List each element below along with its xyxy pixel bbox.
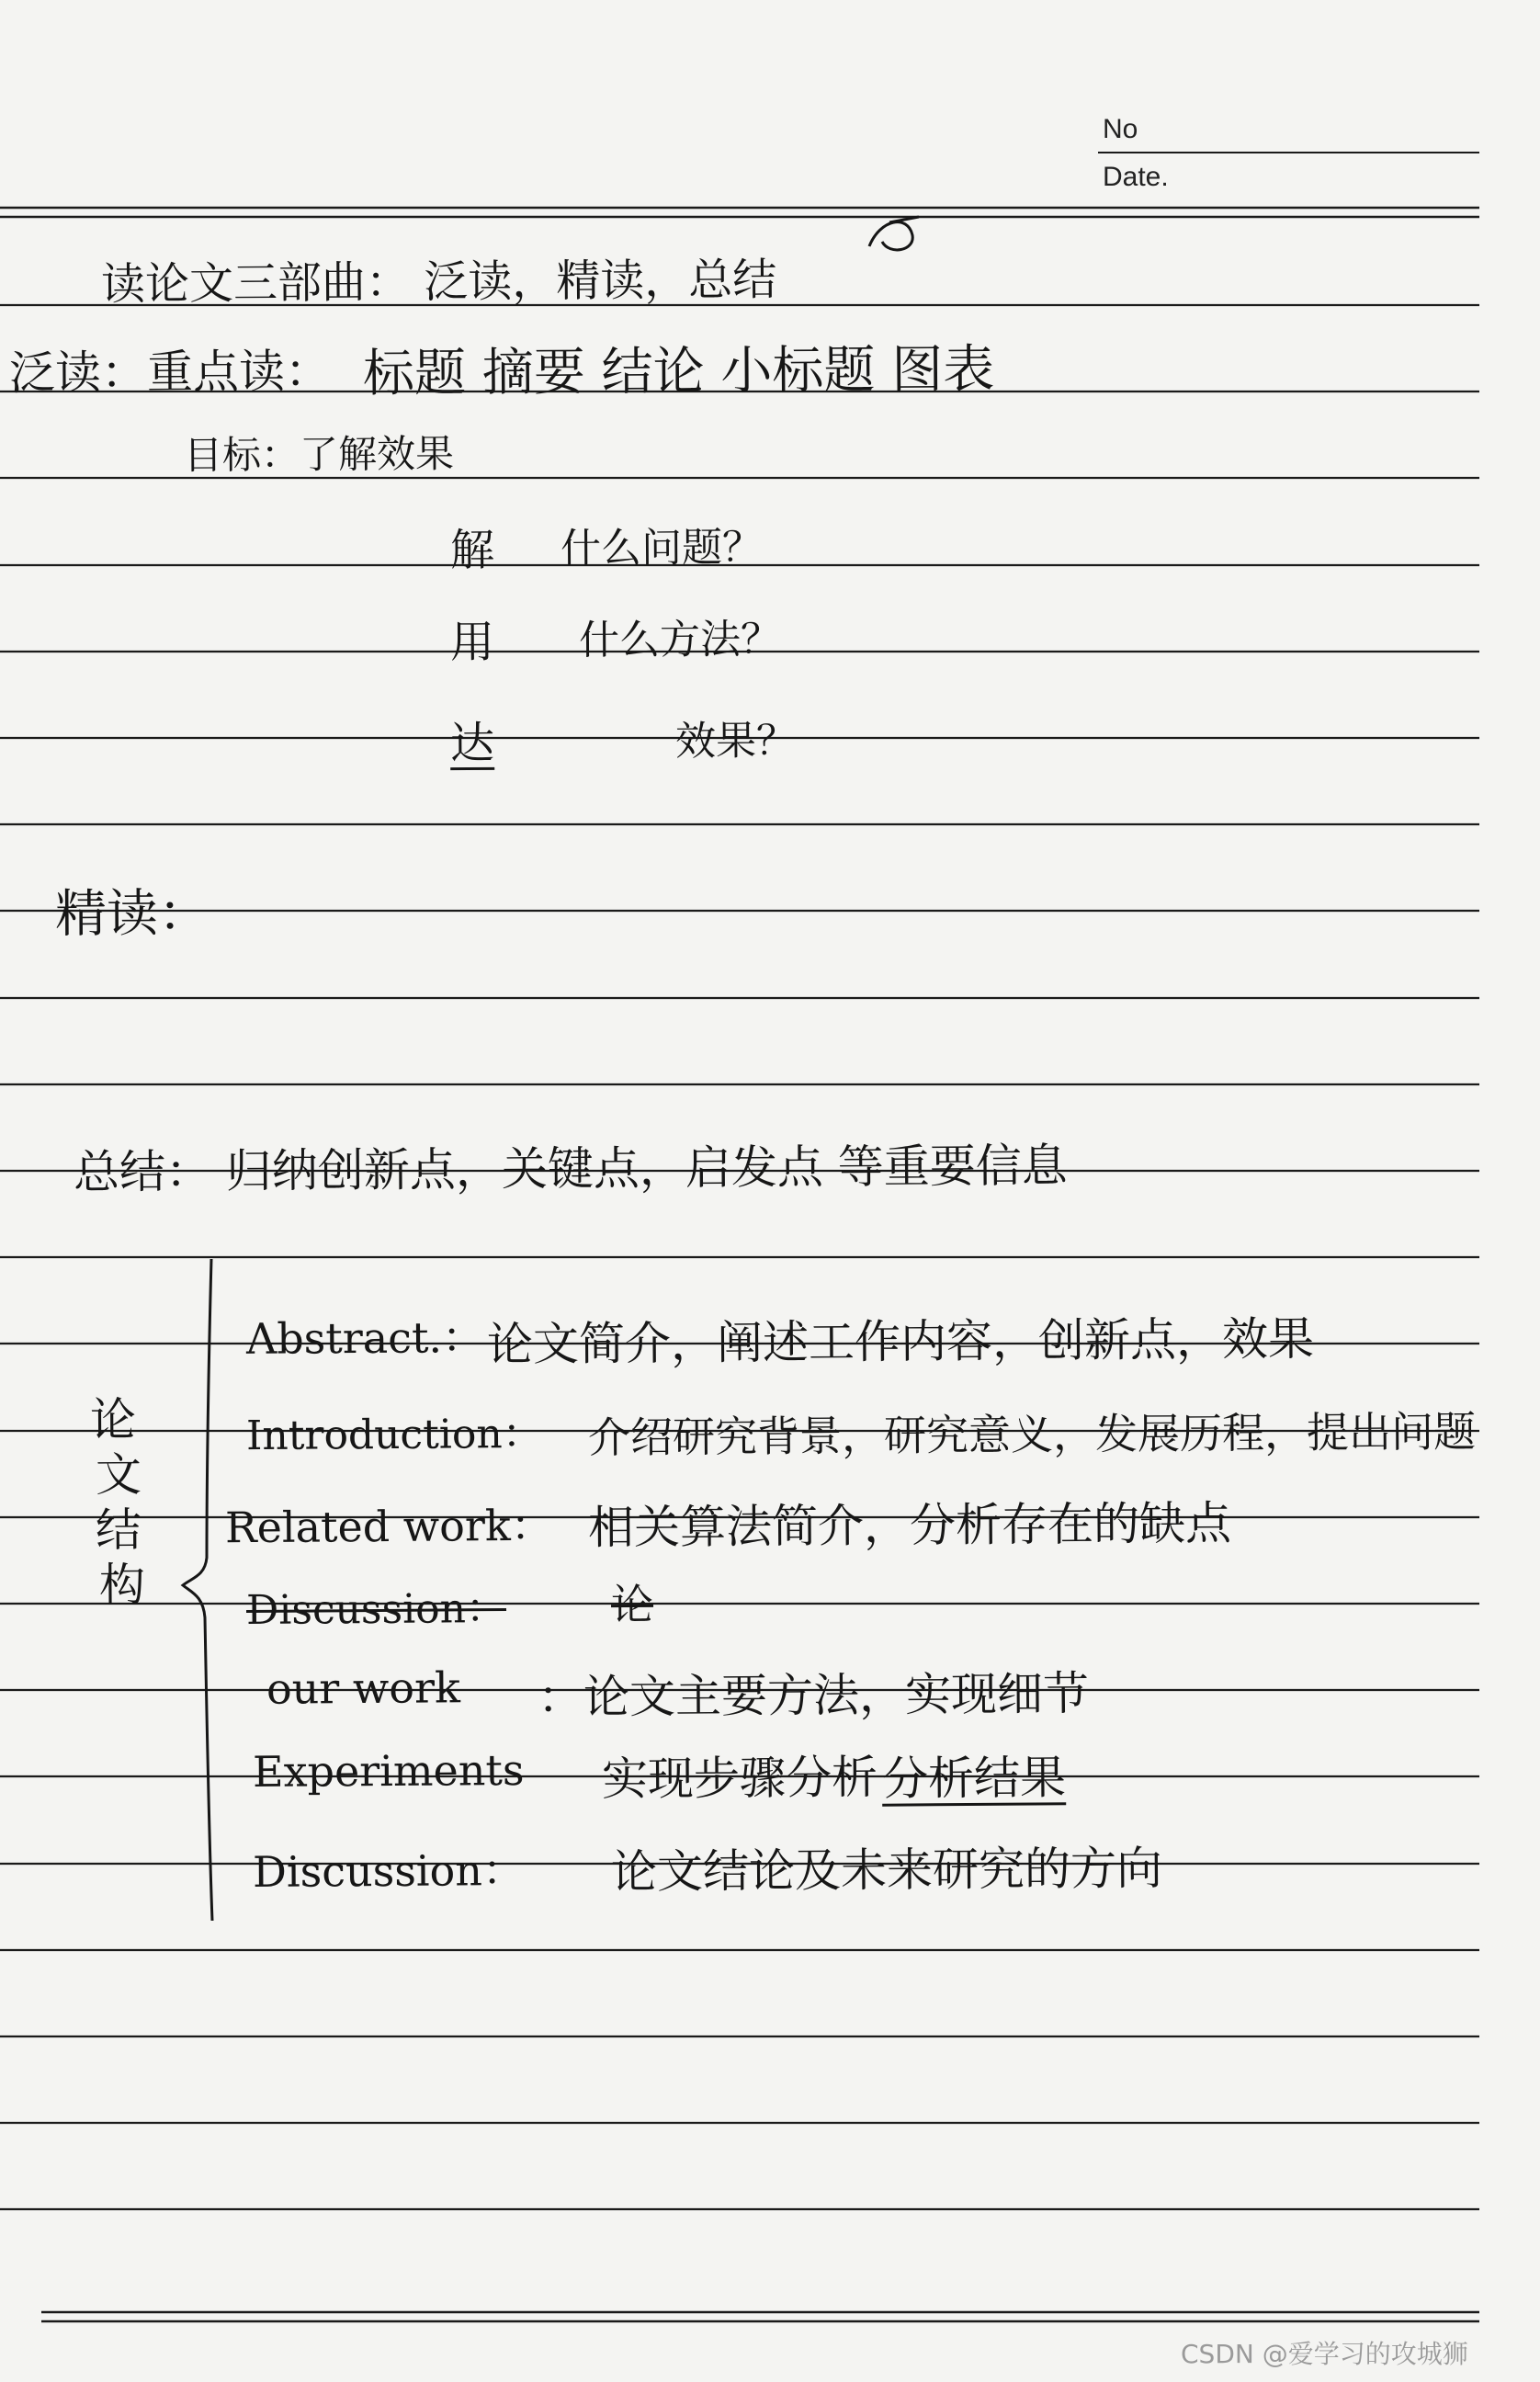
section-desc-introduction: 介绍研究背景，研究意义，发展历程，提出问题 [587, 1406, 1477, 1463]
section-desc-discussion-struck: 论 [610, 1579, 654, 1630]
date-label: Date. [1103, 162, 1169, 192]
question-1-text: 什么问题？ [560, 524, 764, 573]
section-term-related-work: Related work： [224, 1500, 553, 1553]
section-term-our-work: our work [266, 1662, 461, 1714]
close-read-label: 精读： [54, 883, 210, 945]
section-term-introduction: Introduction： [245, 1410, 543, 1460]
section-desc-discussion: 论文结论及未来研究的方向 [610, 1841, 1163, 1900]
no-label: No [1103, 114, 1138, 144]
question-3-key: 达 [449, 717, 495, 770]
section-term-experiments: Experiments [252, 1744, 525, 1798]
goal-line: 目标：了解效果 [183, 430, 455, 479]
question-1-key: 解 [449, 524, 495, 577]
title-line: 读论文三部曲： 泛读，精读，总结 [100, 254, 777, 311]
watermark: CSDN @爱学习的攻城狮 [1181, 2339, 1468, 2369]
section-desc-experiments: 实现步骤分析 [601, 1750, 878, 1807]
skim-items: 标题 摘要 结论 小标题 图表 [362, 339, 995, 404]
scribble-mark [862, 210, 926, 268]
structure-side-label-3: 结 [95, 1503, 142, 1558]
structure-side-label-1: 论 [89, 1392, 137, 1447]
section-term-abstract: Abstract.： [245, 1312, 485, 1364]
structure-side-label-4: 构 [98, 1558, 146, 1613]
question-2-key: 用 [449, 616, 495, 669]
section-desc-related-work: 相关算法简介，分析存在的缺点 [587, 1496, 1232, 1555]
section-desc-experiments-underlined: 分析结果 [881, 1751, 1067, 1806]
skim-label: 泛读：重点读： [8, 344, 332, 401]
question-3-text: 效果？ [674, 717, 798, 766]
section-desc-our-work: ：论文主要方法，实现细节 [537, 1666, 1090, 1725]
section-term-discussion: Discussion： [252, 1844, 526, 1898]
summary-line: 总结： 归纳创新点，关键点，启发点 等重要信息 [73, 1139, 1069, 1199]
structure-side-label-2: 文 [95, 1447, 142, 1503]
section-term-discussion-struck: Discussion： [245, 1585, 507, 1634]
question-2-text: 什么方法？ [578, 616, 782, 664]
section-desc-abstract: 论文简介，阐述工作内容，创新点，效果 [486, 1311, 1315, 1372]
structure-brace [170, 1254, 225, 1929]
